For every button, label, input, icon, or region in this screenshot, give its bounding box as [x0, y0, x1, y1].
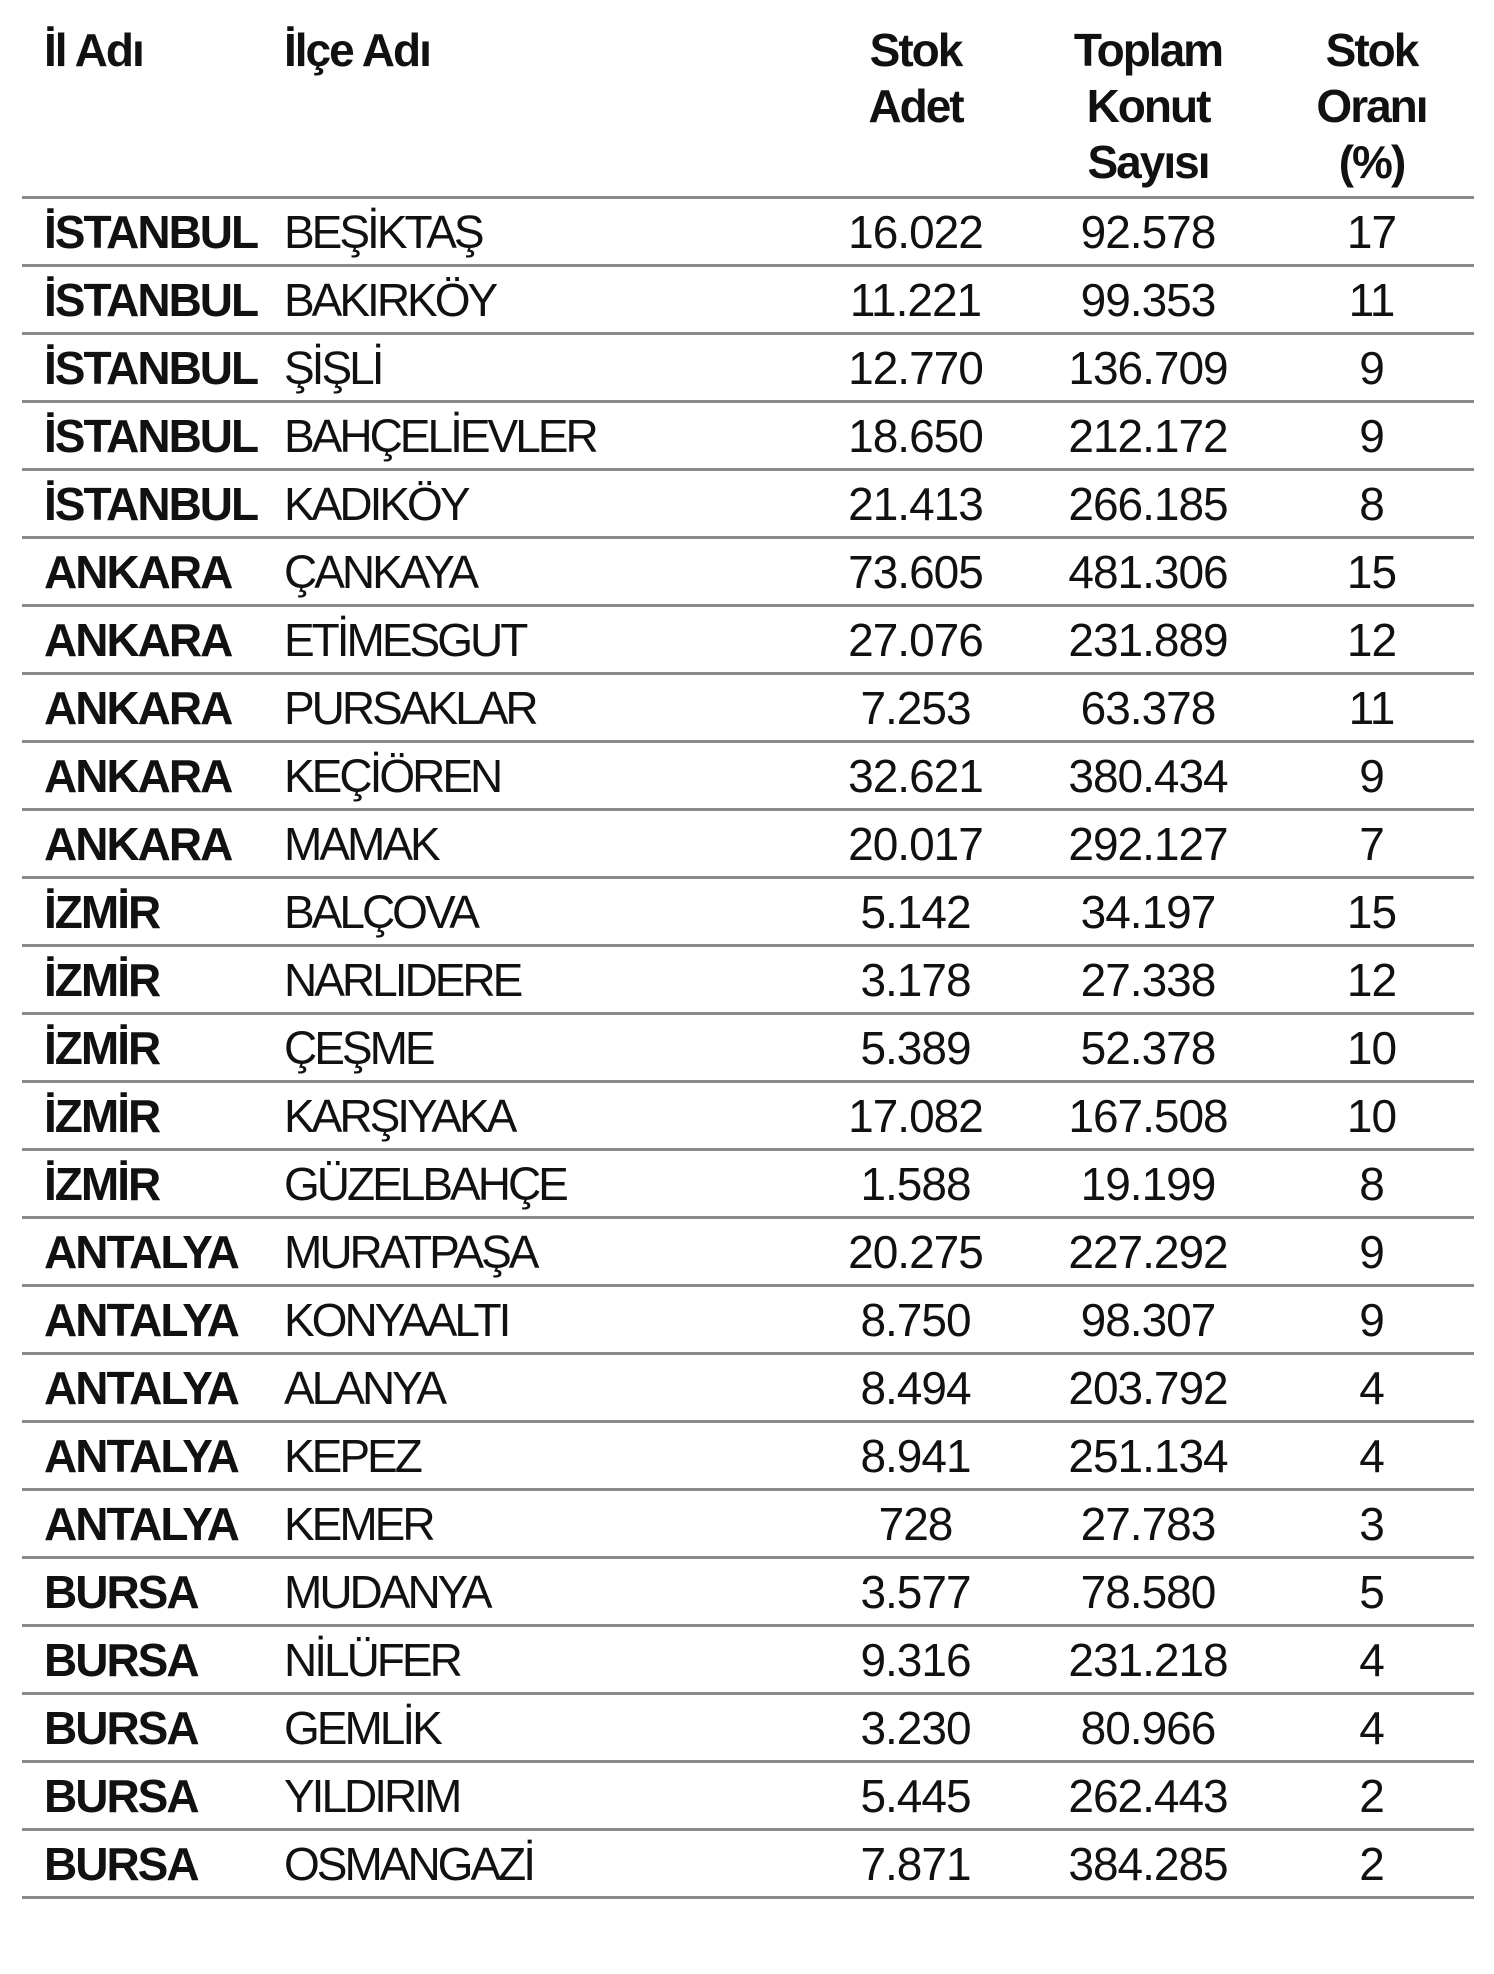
cell-il: ANTALYA [22, 1354, 276, 1422]
cell-il: İSTANBUL [22, 334, 276, 402]
cell-stok-orani: 9 [1269, 742, 1474, 810]
cell-toplam-konut: 27.783 [1027, 1490, 1269, 1558]
table-row [22, 402, 1474, 470]
header-oran-line2: Oranı [1316, 80, 1427, 132]
cell-il: ANKARA [22, 606, 276, 674]
cell-stok-adet: 20.275 [804, 1218, 1027, 1286]
cell-il: İZMİR [22, 1150, 276, 1218]
cell-ilce: BAHÇELİEVLER [276, 402, 804, 470]
cell-ilce: ALANYA [276, 1354, 804, 1422]
cell-stok-orani: 4 [1269, 1354, 1474, 1422]
cell-toplam-konut: 27.338 [1027, 946, 1269, 1014]
table-row [22, 674, 1474, 742]
header-ilce [276, 22, 804, 198]
cell-stok-adet: 27.076 [804, 606, 1027, 674]
cell-stok-orani: 4 [1269, 1626, 1474, 1694]
cell-stok-orani: 9 [1269, 1286, 1474, 1354]
cell-il: ANTALYA [22, 1422, 276, 1490]
cell-ilce: KEMER [276, 1490, 804, 1558]
cell-il: ANKARA [22, 810, 276, 878]
cell-toplam-konut: 203.792 [1027, 1354, 1269, 1422]
cell-il: İZMİR [22, 878, 276, 946]
cell-toplam-konut: 380.434 [1027, 742, 1269, 810]
cell-ilce: ETİMESGUT [276, 606, 804, 674]
cell-toplam-konut: 262.443 [1027, 1762, 1269, 1830]
cell-ilce: GEMLİK [276, 1694, 804, 1762]
header-toplam-line2: Konut [1086, 80, 1210, 132]
cell-stok-adet: 3.577 [804, 1558, 1027, 1626]
cell-il: ANKARA [22, 674, 276, 742]
cell-stok-adet: 18.650 [804, 402, 1027, 470]
header-toplam [1027, 22, 1269, 198]
header-oran [1269, 22, 1474, 198]
cell-ilce: OSMANGAZİ [276, 1830, 804, 1898]
table-row [22, 878, 1474, 946]
cell-stok-adet: 7.253 [804, 674, 1027, 742]
cell-ilce: KONYAALTI [276, 1286, 804, 1354]
cell-stok-adet: 7.871 [804, 1830, 1027, 1898]
cell-stok-adet: 8.941 [804, 1422, 1027, 1490]
cell-il: ANKARA [22, 742, 276, 810]
cell-il: BURSA [22, 1830, 276, 1898]
table-row [22, 470, 1474, 538]
cell-il: ANTALYA [22, 1490, 276, 1558]
cell-stok-orani: 2 [1269, 1762, 1474, 1830]
cell-stok-orani: 10 [1269, 1082, 1474, 1150]
cell-stok-orani: 12 [1269, 946, 1474, 1014]
cell-ilce: ÇANKAYA [276, 538, 804, 606]
cell-stok-adet: 9.316 [804, 1626, 1027, 1694]
table-row [22, 810, 1474, 878]
cell-toplam-konut: 251.134 [1027, 1422, 1269, 1490]
cell-stok-adet: 12.770 [804, 334, 1027, 402]
cell-toplam-konut: 34.197 [1027, 878, 1269, 946]
cell-ilce: KADIKÖY [276, 470, 804, 538]
cell-stok-orani: 10 [1269, 1014, 1474, 1082]
cell-stok-orani: 7 [1269, 810, 1474, 878]
housing-stock-table-container [22, 22, 1474, 1899]
cell-il: İSTANBUL [22, 402, 276, 470]
cell-ilce: KARŞIYAKA [276, 1082, 804, 1150]
cell-il: BURSA [22, 1626, 276, 1694]
cell-stok-orani: 4 [1269, 1694, 1474, 1762]
cell-toplam-konut: 63.378 [1027, 674, 1269, 742]
header-ilce-label: İlçe Adı [284, 24, 430, 76]
cell-toplam-konut: 266.185 [1027, 470, 1269, 538]
cell-ilce: NARLIDERE [276, 946, 804, 1014]
table-row [22, 1218, 1474, 1286]
cell-toplam-konut: 80.966 [1027, 1694, 1269, 1762]
cell-stok-adet: 17.082 [804, 1082, 1027, 1150]
cell-stok-adet: 5.389 [804, 1014, 1027, 1082]
cell-stok-adet: 3.178 [804, 946, 1027, 1014]
cell-ilce: YILDIRIM [276, 1762, 804, 1830]
cell-ilce: BALÇOVA [276, 878, 804, 946]
table-row [22, 606, 1474, 674]
cell-il: İSTANBUL [22, 470, 276, 538]
table-row [22, 1830, 1474, 1898]
cell-stok-orani: 4 [1269, 1422, 1474, 1490]
cell-il: BURSA [22, 1762, 276, 1830]
table-row [22, 1490, 1474, 1558]
table-row [22, 266, 1474, 334]
cell-il: BURSA [22, 1694, 276, 1762]
table-row [22, 1626, 1474, 1694]
table-row [22, 1558, 1474, 1626]
cell-stok-orani: 3 [1269, 1490, 1474, 1558]
cell-stok-adet: 20.017 [804, 810, 1027, 878]
cell-stok-orani: 8 [1269, 1150, 1474, 1218]
cell-stok-orani: 11 [1269, 266, 1474, 334]
cell-stok-adet: 5.142 [804, 878, 1027, 946]
cell-toplam-konut: 231.218 [1027, 1626, 1269, 1694]
cell-ilce: MUDANYA [276, 1558, 804, 1626]
cell-ilce: ŞİŞLİ [276, 334, 804, 402]
cell-stok-adet: 32.621 [804, 742, 1027, 810]
cell-toplam-konut: 292.127 [1027, 810, 1269, 878]
cell-il: BURSA [22, 1558, 276, 1626]
cell-ilce: ÇEŞME [276, 1014, 804, 1082]
header-toplam-line1: Toplam [1073, 24, 1223, 76]
cell-il: ANTALYA [22, 1218, 276, 1286]
cell-il: İZMİR [22, 1082, 276, 1150]
cell-il: İZMİR [22, 1014, 276, 1082]
cell-stok-orani: 9 [1269, 1218, 1474, 1286]
cell-ilce: PURSAKLAR [276, 674, 804, 742]
cell-stok-orani: 9 [1269, 402, 1474, 470]
cell-toplam-konut: 52.378 [1027, 1014, 1269, 1082]
cell-toplam-konut: 136.709 [1027, 334, 1269, 402]
header-oran-line3: (%) [1338, 136, 1405, 188]
cell-stok-adet: 728 [804, 1490, 1027, 1558]
header-toplam-line3: Sayısı [1087, 136, 1209, 188]
cell-stok-orani: 8 [1269, 470, 1474, 538]
cell-stok-adet: 21.413 [804, 470, 1027, 538]
table-row [22, 1082, 1474, 1150]
table-row [22, 1762, 1474, 1830]
table-row [22, 1014, 1474, 1082]
header-stok-line1: Stok [869, 24, 962, 76]
cell-stok-orani: 2 [1269, 1830, 1474, 1898]
cell-toplam-konut: 212.172 [1027, 402, 1269, 470]
cell-il: İZMİR [22, 946, 276, 1014]
table-row [22, 334, 1474, 402]
cell-toplam-konut: 99.353 [1027, 266, 1269, 334]
cell-toplam-konut: 98.307 [1027, 1286, 1269, 1354]
table-row [22, 1422, 1474, 1490]
cell-toplam-konut: 231.889 [1027, 606, 1269, 674]
cell-ilce: MAMAK [276, 810, 804, 878]
header-il-label: İl Adı [44, 24, 143, 76]
cell-stok-adet: 73.605 [804, 538, 1027, 606]
cell-ilce: GÜZELBAHÇE [276, 1150, 804, 1218]
cell-toplam-konut: 19.199 [1027, 1150, 1269, 1218]
header-oran-line1: Stok [1325, 24, 1418, 76]
header-stok-line2: Adet [868, 80, 963, 132]
cell-stok-orani: 17 [1269, 198, 1474, 266]
cell-il: ANTALYA [22, 1286, 276, 1354]
cell-stok-orani: 15 [1269, 878, 1474, 946]
cell-ilce: KEPEZ [276, 1422, 804, 1490]
cell-ilce: BEŞİKTAŞ [276, 198, 804, 266]
table-row [22, 538, 1474, 606]
table-row [22, 1286, 1474, 1354]
header-stok [804, 22, 1027, 198]
cell-stok-adet: 3.230 [804, 1694, 1027, 1762]
table-row [22, 742, 1474, 810]
cell-stok-adet: 8.494 [804, 1354, 1027, 1422]
cell-toplam-konut: 78.580 [1027, 1558, 1269, 1626]
table-header [22, 22, 1474, 198]
header-row [22, 22, 1474, 198]
cell-toplam-konut: 167.508 [1027, 1082, 1269, 1150]
table-body [22, 198, 1474, 1898]
table-row [22, 1694, 1474, 1762]
table-row [22, 198, 1474, 266]
cell-toplam-konut: 384.285 [1027, 1830, 1269, 1898]
cell-toplam-konut: 92.578 [1027, 198, 1269, 266]
cell-ilce: KEÇİÖREN [276, 742, 804, 810]
cell-il: İSTANBUL [22, 198, 276, 266]
cell-ilce: MURATPAŞA [276, 1218, 804, 1286]
cell-toplam-konut: 481.306 [1027, 538, 1269, 606]
table-row [22, 946, 1474, 1014]
cell-stok-orani: 11 [1269, 674, 1474, 742]
cell-il: ANKARA [22, 538, 276, 606]
table-row [22, 1150, 1474, 1218]
table-row [22, 1354, 1474, 1422]
cell-stok-orani: 15 [1269, 538, 1474, 606]
cell-stok-orani: 12 [1269, 606, 1474, 674]
cell-ilce: BAKIRKÖY [276, 266, 804, 334]
cell-toplam-konut: 227.292 [1027, 1218, 1269, 1286]
cell-stok-adet: 5.445 [804, 1762, 1027, 1830]
cell-stok-adet: 8.750 [804, 1286, 1027, 1354]
cell-il: İSTANBUL [22, 266, 276, 334]
housing-stock-table [22, 22, 1474, 1899]
cell-ilce: NİLÜFER [276, 1626, 804, 1694]
cell-stok-adet: 1.588 [804, 1150, 1027, 1218]
cell-stok-orani: 9 [1269, 334, 1474, 402]
header-il [22, 22, 276, 198]
cell-stok-adet: 16.022 [804, 198, 1027, 266]
cell-stok-orani: 5 [1269, 1558, 1474, 1626]
cell-stok-adet: 11.221 [804, 266, 1027, 334]
